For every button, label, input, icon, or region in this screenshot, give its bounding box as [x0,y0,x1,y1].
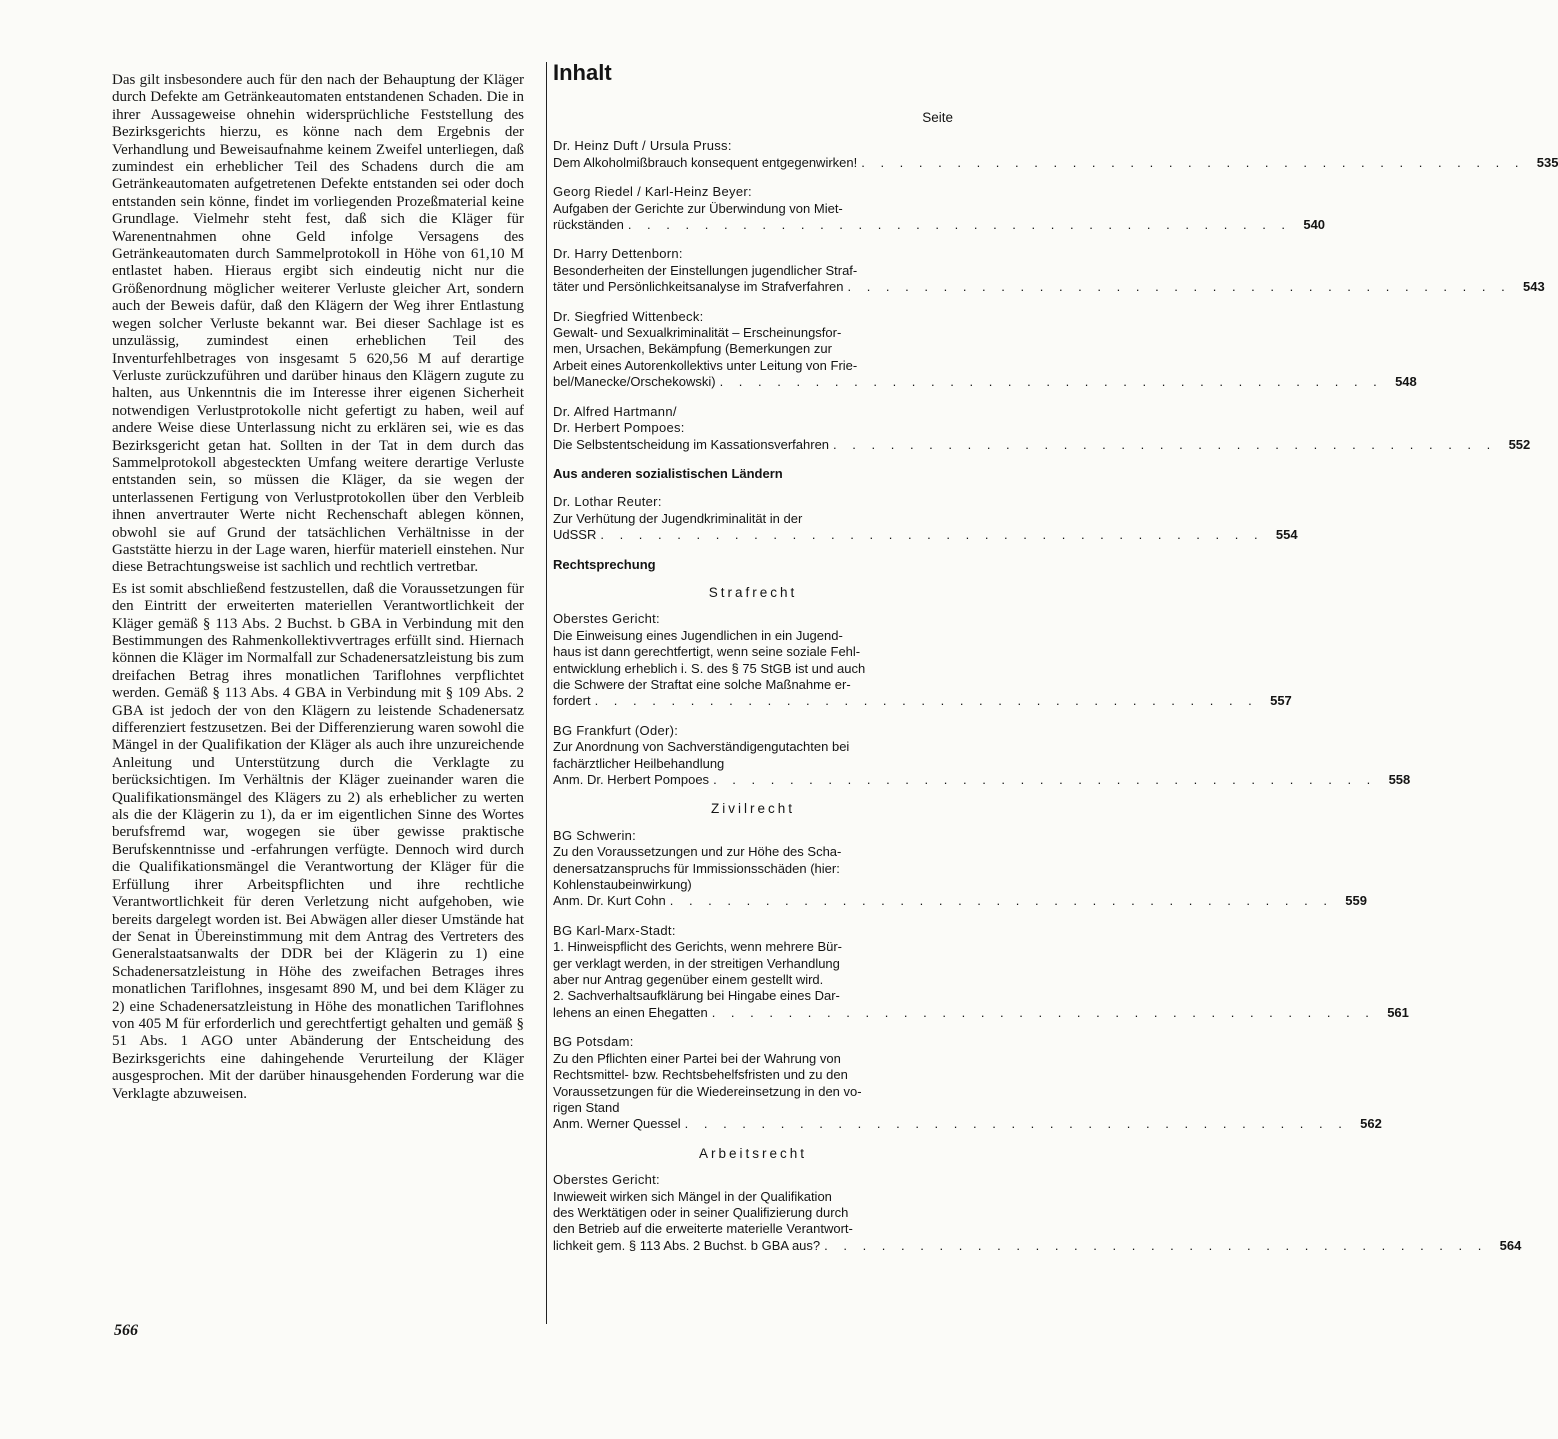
toc-page-number: 558 [1388,772,1411,787]
toc-entry [553,246,1545,295]
toc-court: Oberstes Gericht: [553,1172,660,1188]
toc-entry [553,403,1531,453]
toc-page-number: 552 [1508,436,1531,452]
toc-entry [553,308,1417,391]
toc-other-entries [553,494,1298,543]
toc-final-line [553,772,1411,788]
page-number: 566 [114,1322,138,1339]
toc-final-line [553,1116,1382,1132]
toc-main-entries [553,138,1558,453]
toc-page-number: 554 [1275,527,1298,543]
toc-line: Zur Anordnung von Sachverständigengutachten bei [553,739,850,755]
section-heading: Rechtsprechung [553,556,656,572]
toc-page-number: 562 [1360,1116,1382,1132]
toc-line: ger verklagt werden, in der streitigen Verhandlung [553,955,840,971]
toc-line: Die Selbstentscheidung im Kassationsverfahren [553,436,830,452]
toc-final-line [553,527,1298,543]
toc-line: Inwieweit wirken sich Mängel in der Qualifikation [553,1188,832,1204]
toc-final-line [553,693,1292,709]
toc-final-line [553,217,1326,233]
toc-author: Georg Riedel / Karl-Heinz Beyer: [553,184,752,200]
toc-final-line [553,893,1367,909]
toc-page-number: 561 [1387,1004,1409,1020]
toc-line: fordert [553,693,591,709]
toc-line: Rechtsmittel- bzw. Rechtsbehelfsfristen und zu den [553,1067,848,1083]
subsection-heading: Zivilrecht [710,801,795,817]
toc-author: Dr. Lothar Reuter: [553,494,662,510]
toc-line: Zur Verhütung der Jugendkriminalität in der [553,510,803,526]
toc-entry [553,1034,1382,1132]
toc-line: 2. Sachverhaltsaufklärung bei Hingabe eines Dar- [553,988,840,1004]
toc-line: Arbeit eines Autorenkollektivs unter Leitung von Frie- [553,357,858,373]
toc-line: entwicklung erheblich i. S. des § 75 StGB ist und auch [553,660,866,676]
leader-dots: . . . . . . . . . . . . . . . . . . . . . . . . . . . . . . . . . . . [719,374,1383,390]
toc-line: Dem Alkoholmißbrauch konsequent entgegenwirken! [553,154,858,170]
toc-title: Inhalt [553,60,612,85]
section-heading: Aus anderen sozialistischen Ländern [553,465,783,481]
toc-line: die Schwere der Straftat eine solche Maßnahme er- [553,676,851,692]
subsection-heading: Strafrecht [708,584,798,600]
toc-line: bel/Manecke/Orschekowski) [553,374,716,390]
leader-dots: . . . . . . . . . . . . . . . . . . . . . . . . . . . . . . . . . . . [847,279,1511,295]
toc-court: BG Schwerin: [553,827,637,843]
toc-line: täter und Persönlichkeitsanalyse im Strafverfahren [553,279,844,295]
toc-court: BG Frankfurt (Oder): [553,722,679,738]
toc-line: 1. Hinweispflicht des Gerichts, wenn mehrere Bür- [553,939,843,955]
toc-author: Dr. Alfred Hartmann/ [553,403,677,419]
paragraph: Es ist somit abschließend festzustellen, daß die Voraussetzungen für den Eintritt der erweiterten materiellen Verantwortlichkeit der Kläger gemäß § 113 Abs. 2 Buchst. b GBA in Verbindung mit den Bestimmungen des Rahmenkollektivvertrages erfüllt sind. Hiernach können die Kläger im Normalfall zur Schadenersatzleistung bis zum dreifachen Betrag ihres monatlichen Tariflohnes verpflichtet werden. Gemäß § 113 Abs. 4 GBA in Verbindung mit § 109 Abs. 2 GBA ist jedoch der von den Klägern zu leistende Schadenersatz differenziert festzusetzen. Bei der Differenzierung waren sowohl die Mängel in der Qualifikation der Kläger als auch ihre unzureichende Anleitung und Unterstützung durch die Verklagte zu berücksichtigen. Im Verhältnis der Kläger zueinander waren die Qualifikationsmängel des Klägers zu 2) als erheblicher zu werten als die der Klägerin zu 1), da er im eigentlichen Sinne des Wortes berufsfremd war, wogegen sie über gewisse praktische Berufskenntnisse und -erfahrungen verfügte. Dennoch wird durch die Qualifikationsmängel die Verantwortung der Kläger für die Erfüllung ihrer Arbeitspflichten und ihre rechtliche Verantwortlichkeit für deren Verletzung nicht aufgehoben, wie bereits dargelegt worden ist. Bei Abwägen aller dieser Umstände hat der Senat in Übereinstimmung mit dem Antrag des Vertreters des Generalstaatsanwalts der DDR bei der Klägerin zu 1) eine Schadenersatzleistung in Höhe des zweifachen Betrages ihres monatlichen Tariflohnes, insgesamt 890 M, und bei dem Kläger zu 2) eine Schadenersatzleistung in Höhe des monatlichen Tariflohnes von 405 M für erforderlich und gerechtfertigt gehalten und gemäß § 51 Abs. 1 AGO unter Abänderung der Entscheidung des Bezirksgerichts eine dahingehende Verurteilung der Kläger ausgesprochen. Mit der darüber hinausgehenden Forderung war die Verklagte abzuweisen. [112,580,524,1102]
toc-page-number: 564 [1499,1237,1522,1253]
leader-dots: . . . . . . . . . . . . . . . . . . . . . . . . . . . . . . . . . . . [594,693,1258,709]
toc-line: Anm. Dr. Kurt Cohn [553,893,666,909]
toc-court: Oberstes Gericht: [553,611,660,627]
toc-author: Dr. Heinz Duft / Ursula Pruss: [553,138,732,154]
leader-dots: . . . . . . . . . . . . . . . . . . . . . . . . . . . . . . . . . . . [861,154,1525,170]
subsection-heading: Arbeitsrecht [698,1145,808,1161]
toc-page-number: 548 [1395,374,1417,390]
toc-line: Anm. Dr. Herbert Pompoes [553,772,710,787]
toc-final-line [553,1004,1409,1021]
leader-dots: . . . . . . . . . . . . . . . . . . . . . . . . . . . . . . . . . . . [684,1116,1348,1132]
leader-dots: . . . . . . . . . . . . . . . . . . . . . . . . . . . . . . . . . . . [627,217,1292,233]
toc-line: Gewalt- und Sexualkriminalität – Erscheinungsfor- [553,325,842,341]
toc-zivilrecht-entries [553,827,1409,1133]
toc-arbeitsrecht-entries [553,1172,1522,1254]
toc-line: UdSSR [553,527,597,543]
toc-line: lehens an einen Ehegatten [553,1004,708,1020]
toc-line: aber nur Antrag gegenüber einem gestellt wird. [553,972,824,988]
toc-entry [553,827,1367,910]
leader-dots: . . . . . . . . . . . . . . . . . . . . . . . . . . . . . . . . . . . [833,436,1497,452]
toc-line: des Werktätigen oder in seiner Qualifizierung durch [553,1204,849,1220]
toc-page-number: 540 [1303,217,1326,233]
table-of-contents [553,60,1558,1267]
toc-entry [553,138,1558,171]
toc-page-number: 535 [1536,154,1558,170]
toc-entry [553,722,1411,789]
toc-line: Besonderheiten der Einstellungen jugendlicher Straf- [553,262,858,278]
toc-final-line [553,279,1545,295]
toc-line: Anm. Werner Quessel [553,1116,681,1132]
toc-final-line [553,374,1417,390]
leader-dots: . . . . . . . . . . . . . . . . . . . . . . . . . . . . . . . . . . . [600,527,1264,543]
toc-line: Zu den Voraussetzungen und zur Höhe des Scha- [553,844,842,860]
toc-final-line [553,436,1531,453]
column-divider [546,62,547,1324]
toc-entry [553,1172,1522,1254]
paragraph: Das gilt insbesondere auch für den nach der Behauptung der Kläger durch Defekte am Getränkeautomaten entstandenen Schaden. Die in ihrer Aussageweise ohnehin widersprüchliche Feststellung des Bezirksgerichts hierzu, es könne nach dem Ergebnis der Verhandlung und Beweisaufnahme keinem Zweifel unterliegen, daß zumindest ein erheblicher Teil des Schadens durch die am Getränkeautomaten aufgetretenen Defekte entstanden sei oder doch entstanden sein könne, findet im vorliegenden Prozeßmaterial keine Grundlage. Vielmehr steht fest, daß sich die Kläger für Warenentnahmen ohne Geld infolge Versagens des Getränkeautomaten durch Sammelprotokoll in Höhe von 61,10 M entlastet haben. Hieraus ergibt sich eindeutig nicht nur die Größenordnung möglicher weiterer Verluste gleicher Art, sondern auch der Beweis dafür, daß den Klägern der Weg ihrer Entlastung wegen solcher Verluste bekannt war. Bei dieser Sachlage ist es unzulässig, zumindest einen erheblichen Teil des Inventurfehlbetrages von insgesamt 5 620,56 M auf derartige Verluste zurückzuführen und darüber hinaus den Klägern zugute zu halten, aus Unkenntnis die im Interesse ihrer eigenen Sicherheit notwendigen Verlustprotokolle nicht gefertigt zu haben, weil auf andere Weise diese Unterlassung nicht zu erklären sei, wie es das Bezirksgericht getan hat. Sollten in der Tat in dem durch das Sammelprotokoll abgesteckten Umfang weitere derartige Verluste entstanden sein, so müssen die Kläger, da sie wegen der unterlassenen Fertigung von Verlustprotokollen über den Verbleib ihnen anvertrauter Werte nicht Rechenschaft ablegen können, obwohl sie auf Grund der tatsächlichen Verhältnisse in der Gaststätte hierzu in der Lage waren, hierfür materiell einstehen. Nur diese Betrachtungsweise ist sachlich und rechtlich vertretbar. [112,72,524,576]
toc-author: Dr. Siegfried Wittenbeck: [553,308,704,324]
toc-court: BG Karl-Marx-Stadt: [553,922,676,938]
leader-dots: . . . . . . . . . . . . . . . . . . . . . . . . . . . . . . . . . . . [713,772,1377,787]
toc-entry [553,494,1298,543]
leader-dots: . . . . . . . . . . . . . . . . . . . . . . . . . . . . . . . . . . . [669,893,1333,909]
toc-final-line [553,154,1558,171]
toc-line: den Betrieb auf die erweiterte materielle Verantwort- [553,1221,853,1237]
toc-line: rückständen [553,217,624,233]
toc-line: denersatzanspruchs für Immissionsschäden (hier: [553,860,840,876]
toc-line: Zu den Pflichten einer Partei bei der Wahrung von [553,1050,841,1066]
toc-line: Voraussetzungen für die Wiedereinsetzung in den vo- [553,1083,862,1099]
toc-line: Aufgaben der Gerichte zur Überwindung von Miet- [553,200,843,216]
toc-entry [553,184,1326,233]
toc-court: BG Potsdam: [553,1034,634,1050]
toc-page-number: 559 [1345,893,1367,909]
page-column-label: Seite [922,110,953,125]
toc-line: Die Einweisung eines Jugendlichen in ein Jugend- [553,627,843,643]
toc-author: Dr. Herbert Pompoes: [553,420,685,436]
toc-page-number: 557 [1270,693,1292,709]
toc-final-line [553,1237,1522,1254]
body-text-column [112,72,524,1107]
toc-author: Dr. Harry Dettenborn: [553,246,683,262]
toc-line: men, Ursachen, Bekämpfung (Bemerkungen zur [553,341,832,357]
toc-line: fachärztlicher Heilbehandlung [553,755,725,771]
toc-line: rigen Stand [553,1099,620,1115]
toc-entry [553,611,1292,709]
toc-line: haus ist dann gerechtfertigt, wenn seine soziale Fehl- [553,644,861,660]
toc-page-number: 543 [1523,279,1545,295]
toc-strafrecht-entries [553,611,1411,788]
toc-entry [553,922,1409,1021]
leader-dots: . . . . . . . . . . . . . . . . . . . . . . . . . . . . . . . . . . . [824,1237,1488,1253]
leader-dots: . . . . . . . . . . . . . . . . . . . . . . . . . . . . . . . . . . . [711,1004,1375,1020]
toc-line: Kohlenstaubeinwirkung) [553,877,692,893]
toc-line: lichkeit gem. § 113 Abs. 2 Buchst. b GBA aus? [553,1237,821,1253]
